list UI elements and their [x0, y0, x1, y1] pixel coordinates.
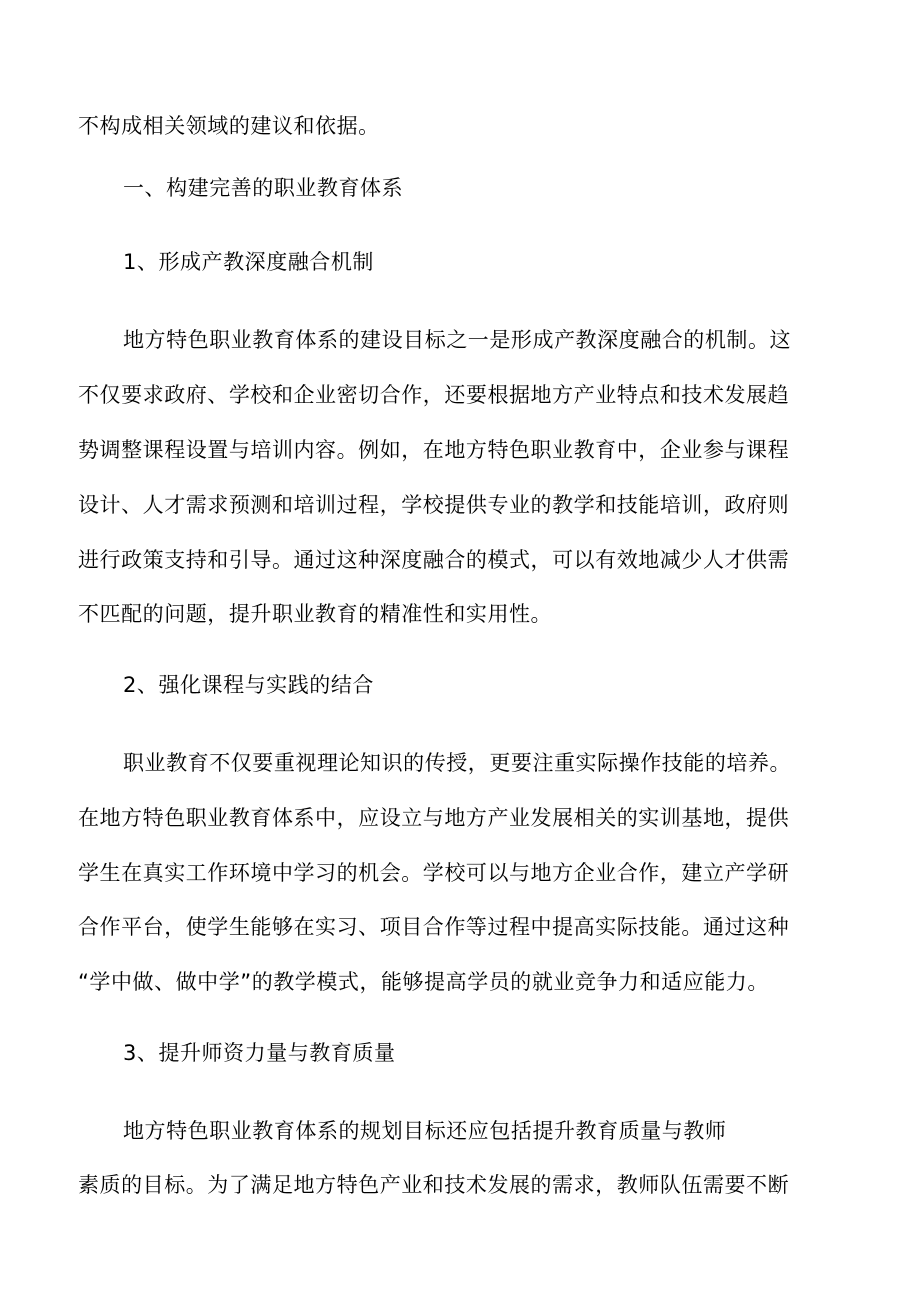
- paragraph-line: 进行政策支持和引导。通过这种深度融合的模式，可以有效地减少人才供需: [78, 548, 790, 572]
- paragraph-line: 势调整课程设置与培训内容。例如，在地方特色职业教育中，企业参与课程: [78, 438, 790, 462]
- subsection-heading: 3、提升师资力量与教育质量: [123, 1041, 396, 1065]
- paragraph-line: 不匹配的问题，提升职业教育的精准性和实用性。: [78, 602, 553, 626]
- section-heading: 一、构建完善的职业教育体系: [123, 176, 404, 200]
- paragraph-line: 不仅要求政府、学校和企业密切合作，还要根据地方产业特点和技术发展趋: [78, 383, 790, 407]
- paragraph-line: 素质的目标。为了满足地方特色产业和技术发展的需求，教师队伍需要不断: [78, 1173, 790, 1197]
- paragraph-line: 地方特色职业教育体系的建设目标之一是形成产教深度融合的机制。这: [123, 328, 792, 352]
- paragraph-line: 在地方特色职业教育体系中，应设立与地方产业发展相关的实训基地，提供: [78, 806, 790, 830]
- paragraph-line: “学中做、做中学”的教学模式，能够提高学员的就业竞争力和适应能力。: [78, 970, 769, 994]
- subsection-heading: 2、强化课程与实践的结合: [123, 673, 374, 697]
- paragraph-line: 职业教育不仅要重视理论知识的传授，更要注重实际操作技能的培养。: [123, 751, 792, 775]
- paragraph-line: 地方特色职业教育体系的规划目标还应包括提升教育质量与教师: [123, 1119, 727, 1143]
- paragraph-line: 合作平台，使学生能够在实习、项目合作等过程中提高实际技能。通过这种: [78, 915, 790, 939]
- paragraph-line: 不构成相关领域的建议和依据。: [78, 114, 380, 138]
- paragraph-line: 学生在真实工作环境中学习的机会。学校可以与地方企业合作，建立产学研: [78, 861, 790, 885]
- subsection-heading: 1、形成产教深度融合机制: [123, 250, 374, 274]
- paragraph-line: 设计、人才需求预测和培训过程，学校提供专业的教学和技能培训，政府则: [78, 493, 790, 517]
